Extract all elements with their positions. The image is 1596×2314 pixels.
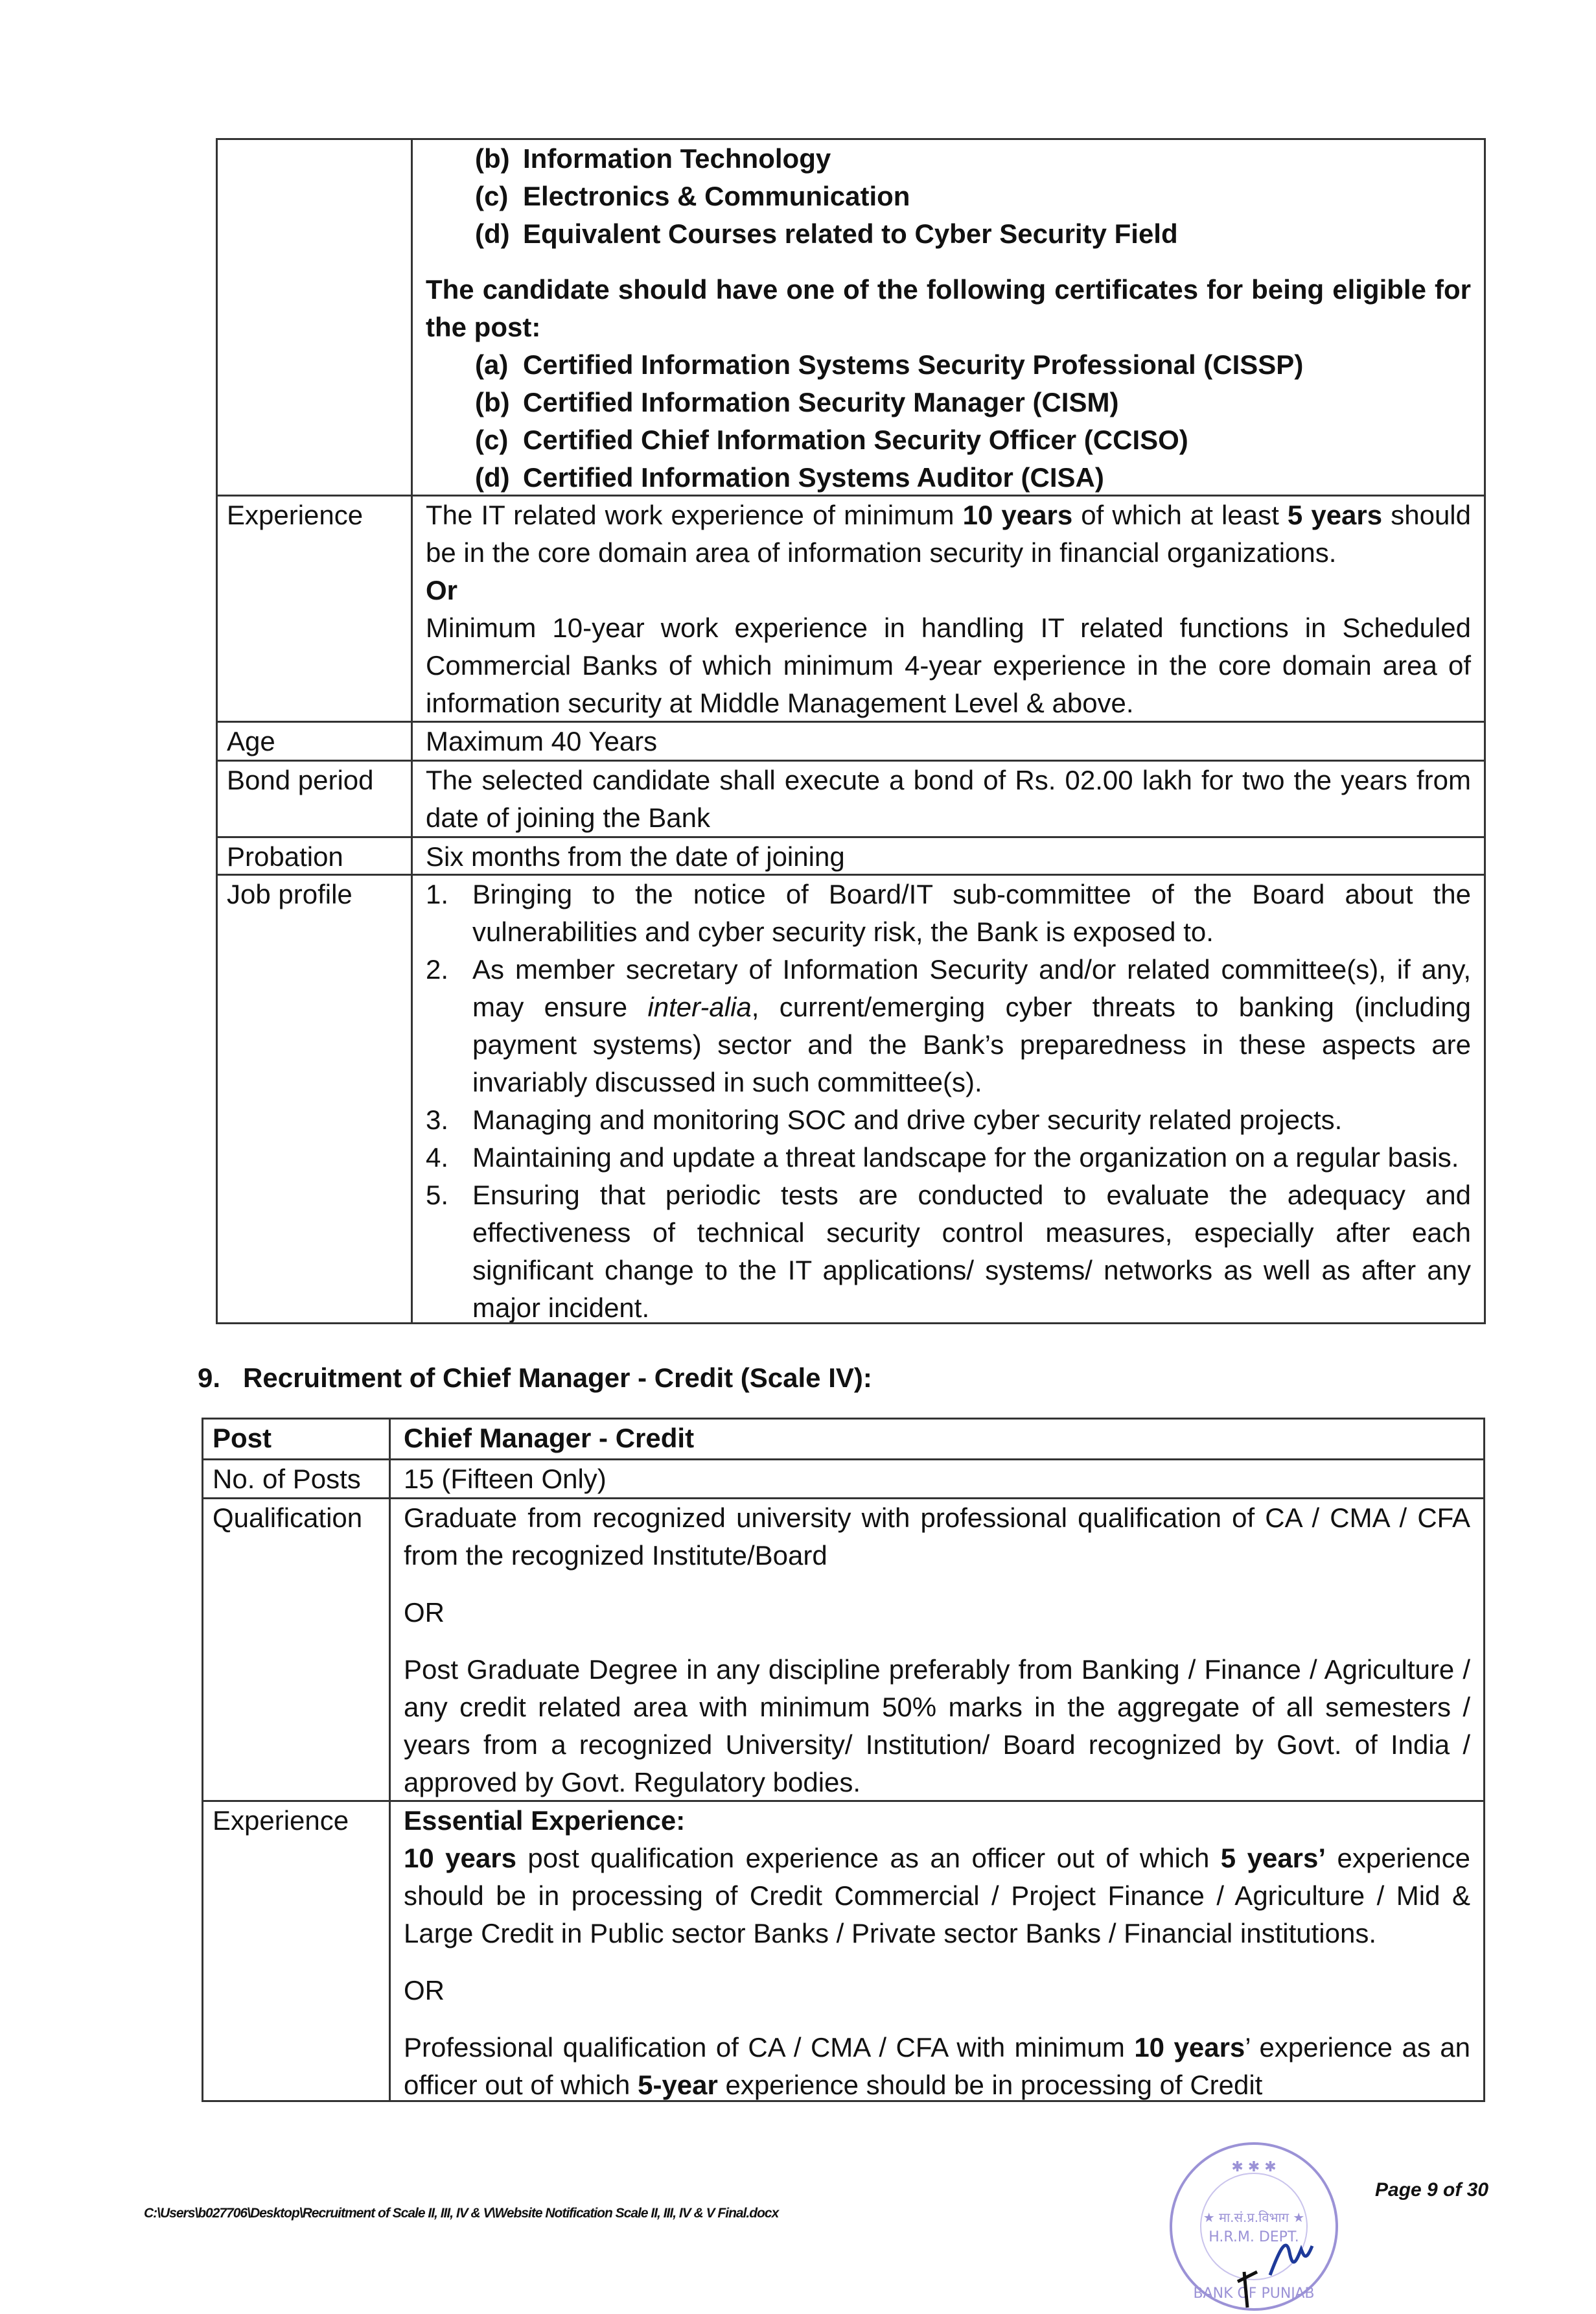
list-item xyxy=(426,140,1471,178)
text-segment: 10 years xyxy=(404,1843,516,1873)
table-row-posts xyxy=(203,1458,1483,1497)
text-segment xyxy=(404,1840,1470,1952)
text-segment xyxy=(404,2009,1470,2029)
text-segment: OR xyxy=(404,1597,445,1628)
text-segment: , current/emerging cyber threats to banking (including payment systems) sector and the Bank’s preparedness in these aspects are invariably discussed in such committee(s). xyxy=(472,992,1471,1097)
text-segment: Certified Information Systems Security Professional (CISSP) xyxy=(523,349,1304,380)
text-segment xyxy=(426,497,1471,572)
hrm-dept-stamp-icon xyxy=(1166,2139,1341,2314)
table-row-post xyxy=(203,1420,1483,1458)
text-segment: (c) xyxy=(475,181,509,211)
text-segment: (a) xyxy=(475,349,509,380)
text-segment: 1. xyxy=(426,879,449,909)
row-label: Job profile xyxy=(218,876,413,1322)
text-segment: should be in the core domain area of information security in financial organizations. xyxy=(426,500,1471,568)
list-item xyxy=(426,346,1471,384)
table-row-bond xyxy=(218,760,1484,836)
row-label: Post xyxy=(203,1420,391,1458)
text-segment: Certified Chief Information Security Officer (CCISO) xyxy=(523,425,1188,455)
text-segment: 5 years xyxy=(1287,500,1383,530)
text-segment: The IT related work experience of minimum xyxy=(426,500,963,530)
text-segment: 5-year xyxy=(638,2070,718,2100)
text-segment: Information Technology xyxy=(523,143,831,174)
row-label: No. of Posts xyxy=(203,1460,391,1497)
list-item xyxy=(426,384,1471,421)
row-label: Age xyxy=(218,723,413,760)
page-number: Page 9 of 30 xyxy=(1375,2179,1489,2201)
text-segment: 10 years xyxy=(1134,2032,1245,2063)
text-segment: Minimum 10-year work experience in handling IT related functions in Scheduled Commercial Banks of which minimum 4-year experience in the core domain area of information security at Middle Management Level & above. xyxy=(426,613,1471,718)
text-segment xyxy=(404,1952,1470,1972)
probation-value: Six months from the date of joining xyxy=(426,841,845,872)
text-segment xyxy=(404,1802,1470,1840)
row-label: Experience xyxy=(203,1802,391,2100)
svg-text:H.R.M. DEPT.: H.R.M. DEPT. xyxy=(1209,2229,1299,2245)
text-segment: 5. xyxy=(426,1180,449,1210)
text-segment: OR xyxy=(404,1975,445,2005)
eligibility-table-chief-manager-credit xyxy=(202,1418,1485,2102)
text-segment: Maintaining and update a threat landscape for the organization on a regular basis. xyxy=(472,1142,1459,1173)
list-item xyxy=(426,1139,1471,1176)
text-segment xyxy=(404,1631,1470,1651)
experience-value xyxy=(413,497,1484,721)
job-profile-list xyxy=(413,876,1484,1322)
text-segment: 3. xyxy=(426,1104,449,1135)
text-segment: Equivalent Courses related to Cyber Security Field xyxy=(523,218,1178,249)
posts-value: 15 (Fifteen Only) xyxy=(404,1464,607,1494)
svg-text:★ मा.सं.प्र.विभाग ★: ★ मा.सं.प्र.विभाग ★ xyxy=(1203,2210,1305,2225)
text-segment: of which at least xyxy=(1072,500,1288,530)
svg-text:BANK OF PUNJAB: BANK OF PUNJAB xyxy=(1193,2285,1315,2302)
text-segment: As member secretary of Information Security and/or related committee(s), if any, may ensure xyxy=(472,954,1471,1022)
row-label: Probation xyxy=(218,838,413,874)
text-segment: Bringing to the notice of Board/IT sub-committee of the Board about the vulnerabilities and cyber security risk, the Bank is exposed to. xyxy=(472,879,1471,947)
text-segment: Electronics & Communication xyxy=(523,181,910,211)
text-segment: ’ experience as an officer out of which xyxy=(404,2032,1470,2100)
file-path-footer: C:\Users\b027706\Desktop\Recruitment of Scale II, III, IV & V\Website Notification Scale II, III, IV & V Final.docx xyxy=(144,2206,779,2221)
list-item xyxy=(426,215,1471,253)
text-segment: (d) xyxy=(475,218,510,249)
text-segment: Post Graduate Degree in any discipline preferably from Banking / Finance / Agriculture / any credit related area with minimum 50% marks in the aggregate of all semesters / years from a recognized University/ Institution/ Board recognized by Govt. of India / approved by Govt. Regulatory bodies. xyxy=(404,1654,1470,1797)
post-value: Chief Manager - Credit xyxy=(404,1423,695,1453)
table-row-qualification-cont xyxy=(218,140,1484,495)
table-row-age xyxy=(218,721,1484,760)
row-label: Bond period xyxy=(218,762,413,836)
text-segment xyxy=(426,253,1471,271)
text-segment: experience should be in processing of Credit xyxy=(717,2070,1263,2100)
list-item xyxy=(426,876,1471,951)
text-segment: 2. xyxy=(426,954,449,985)
age-value: Maximum 40 Years xyxy=(426,726,658,756)
row-label: Qualification xyxy=(203,1499,391,1800)
text-segment xyxy=(426,572,1471,609)
text-segment: (b) xyxy=(475,387,510,417)
list-item xyxy=(426,421,1471,459)
text-segment: 5 years’ xyxy=(1220,1843,1326,1873)
list-item xyxy=(426,459,1471,497)
text-segment: (b) xyxy=(475,143,510,174)
text-segment xyxy=(404,1574,1470,1594)
text-segment: Professional qualification of CA / CMA / CFA with minimum xyxy=(404,2032,1135,2063)
section-heading: 9. Recruitment of Chief Manager - Credit (Scale IV): xyxy=(198,1362,872,1393)
text-segment: experience should be in processing of Credit Commercial / Project Finance / Agriculture / Mid & Large Credit in Public sector Banks / Private sector Banks / Financial institutions. xyxy=(404,1843,1470,1948)
list-item xyxy=(426,1176,1471,1327)
text-segment: post qualification experience as an officer out of which xyxy=(516,1843,1221,1873)
list-item xyxy=(426,178,1471,215)
row-label: Experience xyxy=(218,497,413,721)
table-row-experience xyxy=(218,495,1484,721)
table-row-experience xyxy=(203,1800,1483,2100)
text-segment: (c) xyxy=(475,425,509,455)
qualification-cont xyxy=(413,140,1484,495)
text-segment: Essential Experience: xyxy=(404,1805,686,1836)
row-label-empty xyxy=(218,140,413,495)
text-segment: Certified Information Security Manager (CISM) xyxy=(523,387,1119,417)
certificate-intro xyxy=(426,271,1471,346)
text-segment: Graduate from recognized university with professional qualification of CA / CMA / CFA from the recognized Institute/Board xyxy=(404,1502,1470,1571)
text-segment: Managing and monitoring SOC and drive cyber security related projects. xyxy=(472,1104,1343,1135)
text-segment: Or xyxy=(426,575,458,605)
text-segment xyxy=(404,2029,1470,2104)
text-segment xyxy=(472,951,1471,1101)
list-item xyxy=(426,951,1471,1101)
qualification-value xyxy=(391,1499,1483,1800)
experience-value xyxy=(391,1802,1483,2100)
text-segment: 10 years xyxy=(962,500,1073,530)
text-segment: inter-alia xyxy=(647,992,752,1022)
text-segment: Ensuring that periodic tests are conducted to evaluate the adequacy and effectiveness of technical security control measures, especially after each significant change to the IT applications/ systems/ networks as well as after any major incident. xyxy=(472,1180,1471,1323)
list-item xyxy=(426,1101,1471,1139)
svg-text:✱ ✱ ✱: ✱ ✱ ✱ xyxy=(1231,2159,1277,2175)
text-segment: The candidate should have one of the following certificates for being eligible for the post: xyxy=(426,274,1471,342)
table-row-probation xyxy=(218,836,1484,874)
eligibility-table-ciso xyxy=(216,138,1486,1324)
text-segment: (d) xyxy=(475,462,510,493)
text-segment: Certified Information Systems Auditor (CISA) xyxy=(523,462,1104,493)
text-segment: 4. xyxy=(426,1142,449,1173)
table-row-job-profile xyxy=(218,874,1484,1322)
table-row-qualification xyxy=(203,1497,1483,1800)
bond-value: The selected candidate shall execute a bond of Rs. 02.00 lakh for two the years from date of joining the Bank xyxy=(426,765,1471,833)
